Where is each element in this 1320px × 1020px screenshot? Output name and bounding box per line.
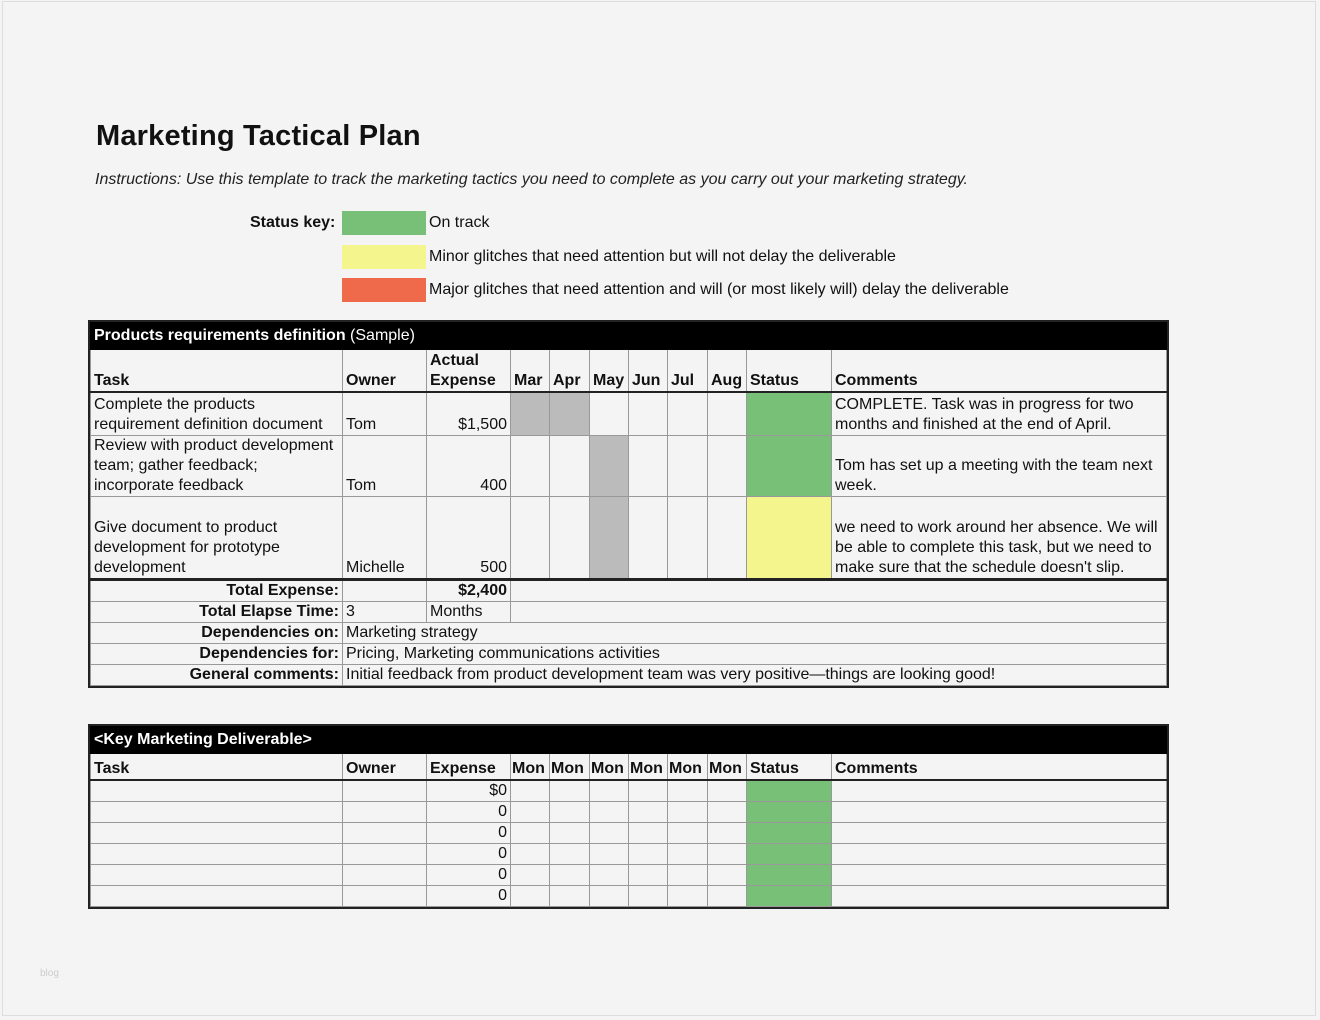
owner-cell[interactable] (343, 801, 427, 822)
month-cell[interactable] (629, 392, 668, 436)
yellow-swatch (342, 245, 426, 269)
dependencies-for-value[interactable]: Pricing, Marketing communications activities (343, 644, 1167, 665)
month-cell[interactable] (668, 801, 708, 822)
header-owner: Owner (343, 754, 427, 780)
month-cell[interactable] (590, 822, 629, 843)
month-cell[interactable] (708, 885, 747, 906)
month-cell[interactable] (708, 780, 747, 802)
month-cell[interactable] (590, 843, 629, 864)
task-cell[interactable] (91, 801, 343, 822)
header-month: Aug (708, 350, 747, 392)
owner-cell[interactable]: Michelle (343, 497, 427, 580)
month-cell[interactable] (629, 885, 668, 906)
task-cell[interactable]: Review with product development team; gather feedback; incorporate feedback (91, 436, 343, 497)
section-title: <Key Marketing Deliverable> (91, 727, 1167, 754)
month-cell[interactable] (629, 497, 668, 580)
header-month: Mon (629, 754, 668, 780)
header-expense: Actual Expense (427, 350, 511, 392)
month-cell[interactable] (590, 780, 629, 802)
general-comments-row (91, 665, 1167, 686)
comments-cell[interactable] (832, 780, 1167, 802)
month-cell[interactable] (708, 843, 747, 864)
total-expense-value[interactable]: $2,400 (427, 580, 511, 602)
month-cell[interactable] (550, 885, 590, 906)
header-status: Status (747, 754, 832, 780)
comments-cell[interactable] (832, 801, 1167, 822)
expense-cell[interactable]: 0 (427, 801, 511, 822)
header-comments: Comments (832, 754, 1167, 780)
header-month: Mon (668, 754, 708, 780)
table-row (91, 864, 1167, 885)
header-comments: Comments (832, 350, 1167, 392)
month-cell[interactable] (629, 822, 668, 843)
month-cell[interactable] (590, 801, 629, 822)
owner-cell[interactable] (343, 780, 427, 802)
header-month: Mar (511, 350, 550, 392)
task-cell[interactable] (91, 780, 343, 802)
header-task: Task (91, 754, 343, 780)
table-row (91, 497, 1167, 580)
month-cell[interactable] (550, 843, 590, 864)
total-expense-label: Total Expense: (91, 580, 343, 602)
dependencies-on-label: Dependencies on: (91, 623, 343, 644)
month-cell[interactable] (708, 436, 747, 497)
comments-cell[interactable] (832, 885, 1167, 906)
month-cell[interactable] (550, 497, 590, 580)
month-cell[interactable] (511, 885, 550, 906)
expense-cell[interactable]: $0 (427, 780, 511, 802)
month-cell[interactable] (590, 885, 629, 906)
header-month: May (590, 350, 629, 392)
month-cell[interactable] (550, 822, 590, 843)
month-cell[interactable] (668, 436, 708, 497)
month-cell-active[interactable] (511, 392, 550, 436)
month-cell[interactable] (668, 497, 708, 580)
table-header-row (91, 350, 1167, 392)
watermark: blog (40, 968, 59, 979)
table-row (91, 822, 1167, 843)
month-cell[interactable] (629, 801, 668, 822)
status-cell[interactable] (747, 497, 832, 580)
general-comments-label: General comments: (91, 665, 343, 686)
month-cell[interactable] (511, 843, 550, 864)
table-banner (91, 727, 1167, 754)
month-cell[interactable] (708, 822, 747, 843)
month-cell[interactable] (708, 864, 747, 885)
month-cell[interactable] (590, 392, 629, 436)
month-cell[interactable] (708, 801, 747, 822)
elapse-time-row (91, 602, 1167, 623)
month-cell[interactable] (668, 885, 708, 906)
elapse-time-value[interactable]: 3 (343, 602, 427, 623)
products-requirements-table (90, 322, 1167, 686)
section-title: Products requirements definition (94, 327, 346, 344)
status-cell[interactable] (747, 436, 832, 497)
header-month: Jun (629, 350, 668, 392)
comments-cell[interactable]: COMPLETE. Task was in progress for two months and finished at the end of April. (832, 392, 1167, 436)
month-cell[interactable] (511, 497, 550, 580)
status-key-text: Major glitches that need attention and will (or most likely will) delay the deliverable (429, 281, 1009, 298)
comments-cell[interactable] (832, 822, 1167, 843)
task-cell[interactable] (91, 843, 343, 864)
header-expense: Expense (427, 754, 511, 780)
month-cell[interactable] (550, 436, 590, 497)
month-cell[interactable] (668, 822, 708, 843)
comments-cell[interactable] (832, 843, 1167, 864)
section-subtitle: (Sample) (345, 327, 415, 344)
month-cell[interactable] (590, 864, 629, 885)
expense-cell[interactable]: $1,500 (427, 392, 511, 436)
status-cell[interactable] (747, 392, 832, 436)
green-swatch (342, 211, 426, 235)
status-cell[interactable] (747, 822, 832, 843)
status-key-text: On track (429, 214, 490, 231)
dependencies-on-row (91, 623, 1167, 644)
task-cell[interactable] (91, 885, 343, 906)
comments-cell[interactable]: Tom has set up a meeting with the team next week. (832, 436, 1167, 497)
month-cell[interactable] (708, 497, 747, 580)
month-cell-active[interactable] (590, 497, 629, 580)
dependencies-for-label: Dependencies for: (91, 644, 343, 665)
expense-cell[interactable]: 0 (427, 822, 511, 843)
status-cell[interactable] (747, 780, 832, 802)
expense-cell[interactable]: 400 (427, 436, 511, 497)
dependencies-for-row (91, 644, 1167, 665)
month-cell[interactable] (668, 843, 708, 864)
status-cell[interactable] (747, 801, 832, 822)
month-cell[interactable] (629, 864, 668, 885)
total-expense-row (91, 580, 1167, 602)
month-cell[interactable] (668, 864, 708, 885)
month-cell[interactable] (511, 436, 550, 497)
owner-cell[interactable] (343, 843, 427, 864)
task-cell[interactable] (91, 822, 343, 843)
header-owner: Owner (343, 350, 427, 392)
page-title: Marketing Tactical Plan (96, 120, 421, 152)
month-cell[interactable] (511, 801, 550, 822)
month-cell[interactable] (629, 843, 668, 864)
comments-cell[interactable]: we need to work around her absence. We will be able to complete this task, but we need to make sure that the schedule doesn't slip. (832, 497, 1167, 580)
month-cell[interactable] (550, 864, 590, 885)
general-comments-value[interactable]: Initial feedback from product development team was very positive—things are looking good! (343, 665, 1167, 686)
status-cell[interactable] (747, 843, 832, 864)
comments-cell[interactable] (832, 864, 1167, 885)
task-cell[interactable] (91, 864, 343, 885)
expense-cell[interactable]: 0 (427, 843, 511, 864)
table-row (91, 392, 1167, 436)
month-cell[interactable] (550, 780, 590, 802)
month-cell[interactable] (511, 864, 550, 885)
dependencies-on-value[interactable]: Marketing strategy (343, 623, 1167, 644)
header-month: Mon (511, 754, 550, 780)
month-cell[interactable] (511, 822, 550, 843)
table-row (91, 885, 1167, 906)
table-row (91, 780, 1167, 802)
month-cell[interactable] (668, 392, 708, 436)
table-row (91, 801, 1167, 822)
owner-cell[interactable]: Tom (343, 392, 427, 436)
task-cell[interactable]: Give document to product development for prototype development (91, 497, 343, 580)
month-cell[interactable] (629, 780, 668, 802)
table-row (91, 843, 1167, 864)
elapse-time-label: Total Elapse Time: (91, 602, 343, 623)
month-cell-active[interactable] (550, 392, 590, 436)
month-cell[interactable] (629, 436, 668, 497)
task-cell[interactable]: Complete the products requirement definition document (91, 392, 343, 436)
elapse-time-unit: Months (427, 602, 511, 623)
month-cell[interactable] (550, 801, 590, 822)
key-marketing-deliverable-table (90, 726, 1167, 907)
owner-cell[interactable] (343, 885, 427, 906)
table-header-row (91, 754, 1167, 780)
header-month: Mon (550, 754, 590, 780)
owner-cell[interactable] (343, 822, 427, 843)
month-cell[interactable] (668, 780, 708, 802)
table-banner (91, 323, 1167, 350)
month-cell[interactable] (511, 780, 550, 802)
status-key-text: Minor glitches that need attention but will not delay the deliverable (429, 248, 896, 265)
expense-cell[interactable]: 0 (427, 864, 511, 885)
instructions-text: Instructions: Use this template to track the marketing tactics you need to complete as you carry out your marketing strategy. (95, 171, 968, 188)
header-month: Jul (668, 350, 708, 392)
table-row (91, 436, 1167, 497)
header-month: Apr (550, 350, 590, 392)
expense-cell[interactable]: 0 (427, 885, 511, 906)
header-task: Task (91, 350, 343, 392)
status-key-label: Status key: (250, 214, 336, 231)
header-month: Mon (708, 754, 747, 780)
status-cell[interactable] (747, 864, 832, 885)
month-cell[interactable] (708, 392, 747, 436)
header-month: Mon (590, 754, 629, 780)
header-status: Status (747, 350, 832, 392)
status-cell[interactable] (747, 885, 832, 906)
owner-cell[interactable] (343, 864, 427, 885)
owner-cell[interactable]: Tom (343, 436, 427, 497)
expense-cell[interactable]: 500 (427, 497, 511, 580)
red-swatch (342, 278, 426, 302)
month-cell-active[interactable] (590, 436, 629, 497)
